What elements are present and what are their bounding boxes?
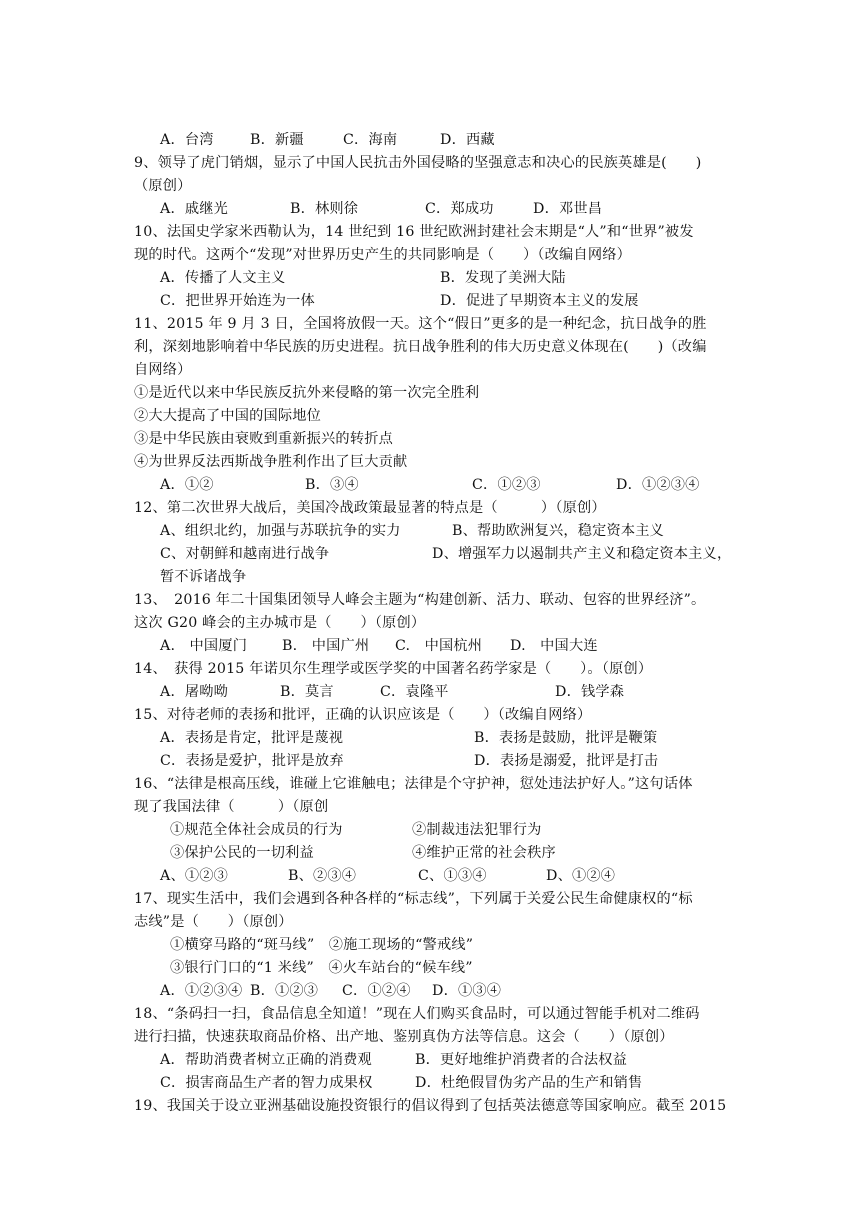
q16-item-2: ②制裁违法犯罪行为 xyxy=(412,822,542,838)
q9-stem-line2: （原创） xyxy=(134,178,192,194)
q12-option-d-continued: 暂不诉诸战争 xyxy=(160,569,247,585)
q9-stem-line1: 9、领导了虎门销烟，显示了中国人民抗击外国侵略的坚强意志和决心的民族英雄是( ) xyxy=(134,155,702,171)
q17-option-c: C．①②④ xyxy=(342,983,411,999)
q8-option-b: B．新疆 xyxy=(250,132,304,148)
q11-stem-line2: 利，深刻地影响着中华民族的历史进程。抗日战争胜利的伟大历史意义体现在( )（改编 xyxy=(134,339,707,355)
q12-option-a: A、组织北约，加强与苏联抗争的实力 xyxy=(160,523,401,539)
q10-stem-line1: 10、法国史学家米西勒认为，14 世纪到 16 世纪欧洲封建社会末期是“人”和“世界”被发 xyxy=(134,224,694,240)
q17-option-d: D．①③④ xyxy=(432,983,502,999)
q9-option-d: D．邓世昌 xyxy=(533,201,603,217)
q8-option-d: D．西藏 xyxy=(440,132,495,148)
q13-stem-line1: 13、 2016 年二十国集团领导人峰会主题为“构建创新、活力、联动、包容的世界经济”。 xyxy=(134,592,706,608)
q18-option-a: A．帮助消费者树立正确的消费观 xyxy=(160,1052,372,1068)
q16-stem-line2: 现了我国法律（ ）（原创 xyxy=(134,799,329,815)
q16-stem-line1: 16、“法律是根高压线，谁碰上它谁触电；法律是个守护神，愆处违法护好人。”这句话体 xyxy=(134,776,693,792)
q15-option-a: A．表扬是肯定，批评是蔑视 xyxy=(160,730,344,746)
q9-option-c: C．郑成功 xyxy=(425,201,494,217)
q10-option-b: B．发现了美洲大陆 xyxy=(440,270,566,286)
q14-option-d: D．钱学森 xyxy=(555,684,625,700)
q18-option-b: B．更好地维护消费者的合法权益 xyxy=(415,1052,628,1068)
q15-option-c: C．表扬是爱护，批评是放弃 xyxy=(160,753,344,769)
q9-option-b: B．林则徐 xyxy=(290,201,359,217)
q12-option-d: D、增强军力以遏制共产主义和稳定资本主义， xyxy=(432,546,732,562)
q13-stem-line2: 这次 G20 峰会的主办城市是（ ）（原创） xyxy=(134,615,426,631)
q13-option-a: A. 中国厦门 xyxy=(160,638,248,654)
q17-items-line1: ①横穿马路的“斑马线” ②施工现场的“警戒线” xyxy=(170,937,474,953)
q11-option-d: D．①②③④ xyxy=(616,477,700,493)
q10-option-c: C．把世界开始连为一体 xyxy=(160,293,315,309)
q14-option-b: B．莫言 xyxy=(280,684,334,700)
q15-stem-line1: 15、对待老师的表扬和批评，正确的认识应该是（ ）（改编自网络） xyxy=(134,707,592,723)
q11-item-4: ④为世界反法西斯战争胜利作出了巨大贡献 xyxy=(134,454,408,470)
q17-option-b: B．①②③ xyxy=(250,983,319,999)
q18-stem-line2: 进行扫描，快速获取商品价格、出产地、鉴别真伪方法等信息。这会（ ）（原创） xyxy=(134,1029,674,1045)
q17-stem-line1: 17、现实生活中，我们会遇到各种各样的“标志线”，下列属于关爱公民生命健康权的“标 xyxy=(134,891,693,907)
q17-items-line2: ③银行门口的“1 米线” ④火车站台的“候车线” xyxy=(170,960,473,976)
q19-stem-line1: 19、我国关于设立亚洲基础设施投资银行的倡议得到了包括英法德意等国家响应。截至 2015 xyxy=(134,1098,727,1114)
q12-option-c: C、对朝鲜和越南进行战争 xyxy=(160,546,330,562)
q13-option-b: B. 中国广州 xyxy=(282,638,370,654)
q16-item-1: ①规范全体社会成员的行为 xyxy=(170,822,343,838)
q11-item-1: ①是近代以来中华民族反抗外来侵略的第一次完全胜利 xyxy=(134,385,480,401)
q17-stem-line2: 志线”是（ ）（原创） xyxy=(134,914,293,930)
q16-option-b: B、②③④ xyxy=(288,868,357,884)
q18-stem-line1: 18、“条码扫一扫，食品信息全知道！”现在人们购买食品时，可以通过智能手机对二维码 xyxy=(134,1006,700,1022)
q16-option-d: D、①②④ xyxy=(546,868,616,884)
q9-option-a: A．戚继光 xyxy=(160,201,228,217)
q15-option-d: D．表扬是溺爱，批评是打击 xyxy=(474,753,659,769)
q18-option-c: C．损害商品生产者的智力成果权 xyxy=(160,1075,373,1091)
q16-item-3: ③保护公民的一切利益 xyxy=(170,845,314,861)
q14-option-c: C．袁隆平 xyxy=(380,684,449,700)
q11-item-2: ②大大提高了中国的国际地位 xyxy=(134,408,322,424)
q14-option-a: A．屠呦呦 xyxy=(160,684,228,700)
q16-item-4: ④维护正常的社会秩序 xyxy=(412,845,556,861)
q12-stem-line1: 12、第二次世界大战后，美国冷战政策最显著的特点是（ ）（原创） xyxy=(134,500,606,516)
q17-option-a: A．①②③④ xyxy=(160,983,243,999)
q13-option-c: C. 中国杭州 xyxy=(395,638,483,654)
q8-option-c: C．海南 xyxy=(343,132,398,148)
q16-option-a: A、①②③ xyxy=(160,868,228,884)
q11-option-c: C．①②③ xyxy=(472,477,541,493)
q11-stem-line3: 自网络） xyxy=(134,362,192,378)
q10-option-a: A．传播了人文主义 xyxy=(160,270,286,286)
q16-option-c: C、①③④ xyxy=(418,868,487,884)
q10-option-d: D．促进了早期资本主义的发展 xyxy=(440,293,639,309)
q15-option-b: B．表扬是鼓励，批评是鞭策 xyxy=(474,730,658,746)
q11-option-a: A．①② xyxy=(160,477,214,493)
q12-option-b: B、帮助欧洲复兴，稳定资本主义 xyxy=(452,523,665,539)
q14-stem-line1: 14、 获得 2015 年诺贝尔生理学或医学奖的中国著名药学家是（ ）。（原创） xyxy=(134,661,653,677)
q8-option-a: A．台湾 xyxy=(160,132,214,148)
q18-option-d: D．杜绝假冒伪劣产品的生产和销售 xyxy=(415,1075,643,1091)
q11-option-b: B．③④ xyxy=(305,477,359,493)
q10-stem-line2: 现的时代。这两个“发现”对世界历史产生的共同影响是（ ）（改编自网络） xyxy=(134,247,631,263)
q13-option-d: D. 中国大连 xyxy=(510,638,598,654)
q11-stem-line1: 11、2015 年 9 月 3 日，全国将放假一天。这个“假日”更多的是一种纪念，抗日战争的胜 xyxy=(134,316,707,332)
q11-item-3: ③是中华民族由衰败到重新振兴的转折点 xyxy=(134,431,393,447)
